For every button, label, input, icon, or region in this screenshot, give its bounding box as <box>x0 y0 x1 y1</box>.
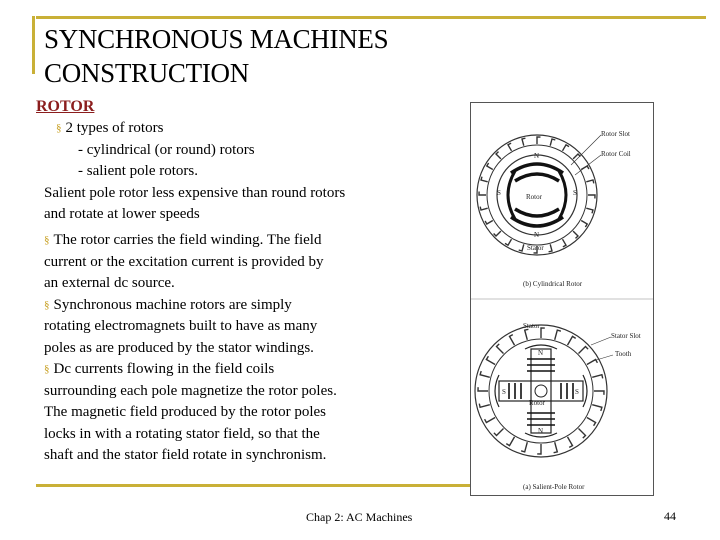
p3-line-1 <box>44 359 424 381</box>
bottom-pole-n2-label: N <box>538 427 544 435</box>
p3-line-2: surrounding each pole magnetize the rotor poles. <box>44 382 337 399</box>
stator-slot <box>485 418 496 423</box>
bottom-pole-s-label: S <box>502 388 506 396</box>
stator-slot <box>479 404 490 408</box>
bottom-pole-s2-label: S <box>575 388 579 396</box>
p1-line-1 <box>44 230 424 252</box>
stator-slot <box>481 177 488 182</box>
stator-slot <box>525 329 529 340</box>
stator-slot <box>563 145 570 151</box>
stator-slot <box>506 437 514 446</box>
stator-slot <box>573 231 578 238</box>
bullet-icon: § <box>44 298 50 311</box>
top-pole-s2-label: S <box>573 189 577 197</box>
stator-slot <box>586 180 594 183</box>
p1-line-2: current or the excitation current is provided by <box>44 253 324 270</box>
type-salient: - salient pole rotors. <box>78 163 198 179</box>
types-intro-text: 2 types of rotors <box>65 120 164 136</box>
footer-page-number: 44 <box>664 509 676 523</box>
rotor-diagram-figure <box>470 102 654 496</box>
stator-slot <box>568 336 576 345</box>
cylindrical-rotor-caption: (b) Cylindrical Rotor <box>523 280 583 288</box>
top-pole-n-label: N <box>534 152 540 160</box>
footer-chapter: Chap 2: AC Machines <box>306 510 413 524</box>
stator-slot <box>485 221 493 225</box>
stator-slot <box>537 444 541 454</box>
stator-slot <box>487 163 493 170</box>
stator-slot-label: Stator Slot <box>611 332 641 340</box>
p2-line-1-text: Synchronous machine rotors are simply <box>53 296 292 313</box>
stator-slot <box>579 429 586 439</box>
stator-slot <box>586 208 593 213</box>
rotor-description-block <box>44 230 424 467</box>
rotor-coil-label: Rotor Coil <box>601 150 631 158</box>
stator-slot <box>549 244 552 252</box>
salient-pole-rotor-caption: (a) Salient-Pole Rotor <box>523 483 585 491</box>
top-pole-n2-label: N <box>534 231 540 239</box>
stator-slot <box>494 429 504 436</box>
top-stator-label: Stator <box>527 244 544 252</box>
comparison-line-2: and rotate at lower speeds <box>44 206 200 222</box>
bullet-icon: § <box>44 363 50 375</box>
cylindrical-rotor-diagram <box>477 130 631 288</box>
type-cylindrical: - cylindrical (or round) rotors <box>78 141 255 158</box>
slide-title-line-1: SYNCHRONOUS MACHINES <box>44 24 389 54</box>
stator-slot <box>479 192 486 196</box>
content-bottom-rule <box>36 484 474 487</box>
p3-line-4: locks in with a rotating stator field, so that the <box>44 425 320 442</box>
slide-title-line-2: CONSTRUCTION <box>44 58 249 88</box>
section-heading: ROTOR <box>36 98 95 115</box>
stator-slot <box>478 387 488 391</box>
p1-line-3: an external dc source. <box>44 275 175 291</box>
stator-slot <box>568 437 573 448</box>
rotor-diagram-svg <box>471 103 653 495</box>
stator-slot <box>505 239 512 245</box>
stator-slot <box>581 221 587 228</box>
bottom-pole-n-label: N <box>538 349 544 357</box>
p2-line-1 <box>44 295 424 317</box>
stator-slot <box>508 143 512 151</box>
tooth-label: Tooth <box>615 350 632 358</box>
stator-slot <box>480 371 490 377</box>
bullet-icon: § <box>56 122 62 134</box>
p1-line-1-text: The rotor carries the field winding. The field <box>53 232 322 248</box>
stator-slot <box>579 347 589 354</box>
stator-slot <box>522 138 525 146</box>
stator-slot <box>555 330 561 340</box>
types-intro-line <box>44 118 424 140</box>
title-frame-top-rule <box>36 16 706 19</box>
stator-slot <box>510 335 515 346</box>
slide-title <box>44 22 484 90</box>
stator-slot <box>588 195 595 199</box>
stator-slot <box>494 231 501 236</box>
stator-slot <box>554 442 558 453</box>
stator-slot <box>521 442 527 452</box>
p2-line-2: rotating electromagnets built to have as many <box>44 318 318 334</box>
stator-slot <box>587 418 596 426</box>
stator-slot <box>537 137 541 144</box>
top-pole-s-label: S <box>497 189 501 197</box>
stator-slot <box>592 375 603 379</box>
p3-line-3: The magnetic field produced by the rotor poles <box>44 404 326 420</box>
bullet-icon: § <box>44 234 50 246</box>
bottom-stator-label: Stator <box>523 322 540 330</box>
p3-line-1-text: Dc currents flowing in the field coils <box>53 361 275 377</box>
p2-line-3: poles as are produced by the stator windings. <box>44 339 314 356</box>
bottom-rotor-label: Rotor <box>529 399 545 407</box>
top-rotor-label: Rotor <box>526 193 542 201</box>
stator-slot <box>480 207 488 210</box>
comparison-line-1: Salient pole rotor less expensive than round rotors <box>44 184 346 201</box>
rotor-types-block <box>44 118 424 226</box>
stator-slot <box>497 344 504 354</box>
stator-slot <box>519 244 524 251</box>
stator-slot <box>496 152 501 159</box>
stator-slot <box>550 139 555 146</box>
p3-line-5: shaft and the stator field rotate in synchronism. <box>44 447 327 463</box>
title-frame-left-rule <box>32 16 35 74</box>
stator-slot <box>563 239 567 247</box>
stator-slot <box>592 405 602 411</box>
salient-pole-rotor-diagram <box>475 322 641 491</box>
stator-slot <box>486 356 495 364</box>
stator-slot <box>541 328 545 338</box>
stator-slot <box>594 391 604 395</box>
rotor-slot-label: Rotor Slot <box>601 130 630 138</box>
